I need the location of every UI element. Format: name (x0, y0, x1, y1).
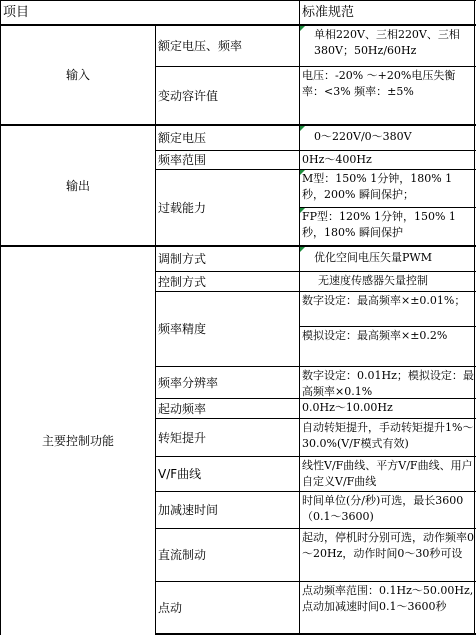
row-spec: 0～220V/0～380V (314, 130, 412, 143)
row-item: 控制方式 (158, 274, 207, 289)
row-item: 转矩提升 (158, 430, 207, 445)
comment-marker-icon (300, 126, 305, 131)
row-item: 直流制动 (158, 548, 207, 562)
section-control: 主要控制功能 (41, 434, 114, 448)
header-spec: 标准规范 (302, 4, 355, 20)
row-item: 额定电压、频率 (158, 39, 243, 53)
row-item: 调制方式 (158, 252, 207, 266)
row-item: 额定电压 (158, 131, 207, 145)
row-spec: 单相220V、三相220V、三相380V；50Hz/60Hz (314, 28, 460, 57)
row-item: 加减速时间 (158, 503, 219, 517)
row-spec: 0Hz～400Hz (302, 153, 372, 166)
row-spec: 起动，停机时分别可选，动作频率0～20Hz，动作时间0～30秒可设 (302, 531, 474, 560)
header-item: 项目 (3, 4, 30, 20)
row-spec: 无速度传感器矢量控制 (318, 274, 428, 287)
row-item: 频率精度 (158, 322, 207, 336)
row-item: 起动频率 (158, 401, 207, 416)
row-spec: 线性V/F曲线、平方V/F曲线、用户自定义V/F曲线 (302, 459, 473, 488)
section-output: 输出 (65, 178, 90, 193)
row-item: 变动容许值 (158, 88, 219, 103)
section-input: 输入 (65, 68, 90, 82)
comment-marker-icon (300, 170, 305, 175)
row-spec: 点动频率范围：0.1Hz～50.00Hz,点动加减速时间0.1～3600秒 (302, 584, 474, 613)
row-item: V/F曲线 (158, 467, 202, 481)
row-spec: 模拟设定：最高频率×±0.2% (302, 329, 448, 342)
row-item: 过载能力 (158, 200, 207, 215)
row-spec: FP型：120% 1分钟，150% 1秒，180% 瞬间保护 (302, 210, 456, 239)
row-item: 频率范围 (158, 153, 207, 167)
row-spec: 优化空间电压矢量PWM (314, 251, 432, 264)
row-spec: 时间单位(分/秒)可选，最长3600（0.1～3600) (302, 494, 464, 523)
row-item: 频率分辨率 (158, 375, 219, 390)
comment-marker-icon (300, 247, 305, 252)
row-item: 点动 (158, 600, 183, 615)
row-spec: 自动转矩提升，手动转矩提升1%～30.0%(V/F模式有效) (302, 421, 474, 450)
comment-marker-icon (300, 208, 305, 213)
row-spec: 数字设定：最高频率×±0.01%； (302, 294, 466, 307)
comment-marker-icon (300, 26, 305, 31)
row-spec: 电压：-20% ～+20%电压失衡率：<3% 频率：±5% (302, 69, 456, 98)
row-spec: M型：150% 1分钟，180% 1秒，200% 瞬间保护； (302, 172, 453, 201)
row-spec: 0.0Hz～10.00Hz (302, 401, 393, 414)
row-spec: 数字设定：0.01Hz；模拟设定：最高频率×0.1% (302, 369, 474, 398)
